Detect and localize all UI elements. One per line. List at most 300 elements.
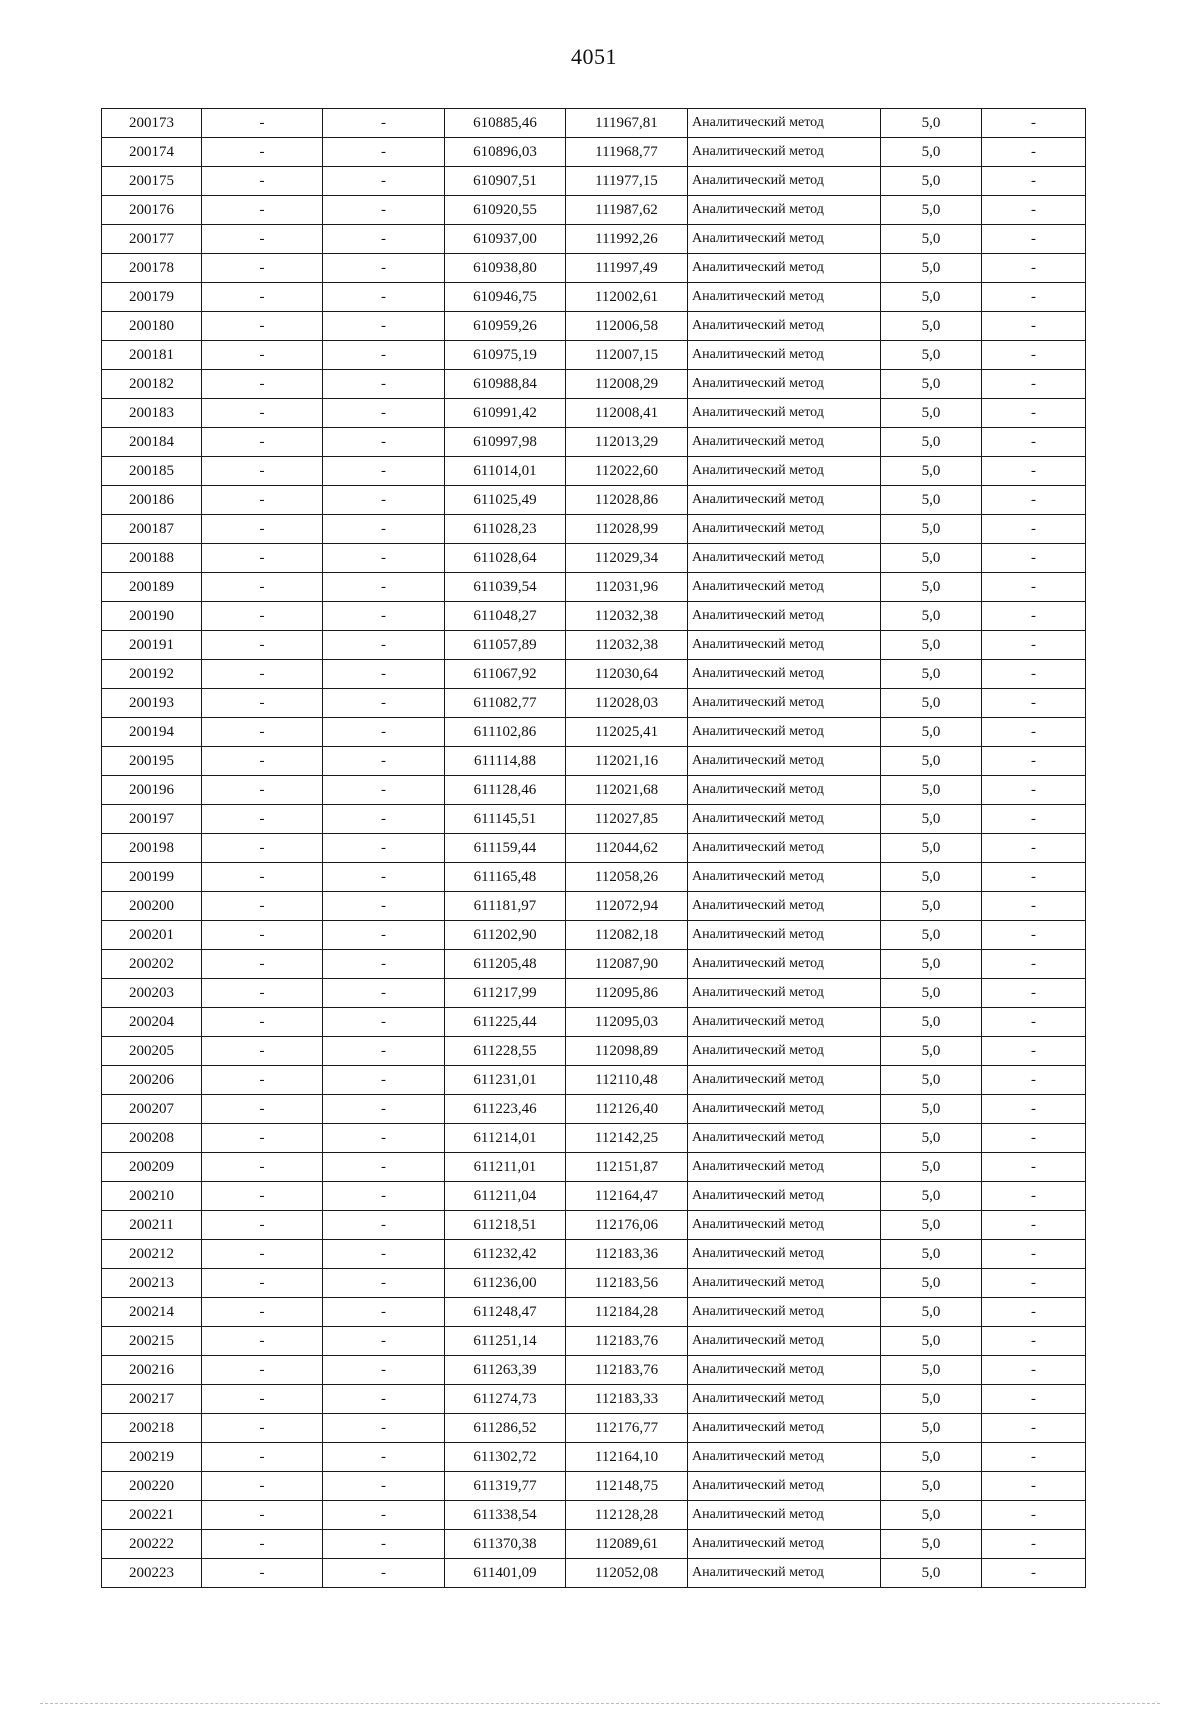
method-cell: Аналитический метод — [688, 1269, 881, 1298]
y-coordinate-cell: 112148,75 — [566, 1472, 688, 1501]
table-row — [102, 1327, 1086, 1356]
description-cell: - — [982, 1008, 1086, 1037]
accuracy-cell: 5,0 — [881, 283, 982, 312]
table-row — [102, 1211, 1086, 1240]
method-cell: Аналитический метод — [688, 573, 881, 602]
x-coordinate-cell: 611232,42 — [445, 1240, 566, 1269]
old-x-cell: - — [202, 1037, 323, 1066]
table-row — [102, 863, 1086, 892]
accuracy-cell: 5,0 — [881, 1356, 982, 1385]
description-cell: - — [982, 1182, 1086, 1211]
description-cell: - — [982, 1414, 1086, 1443]
x-coordinate-cell: 611218,51 — [445, 1211, 566, 1240]
old-y-cell: - — [323, 283, 445, 312]
accuracy-cell: 5,0 — [881, 979, 982, 1008]
table-row — [102, 370, 1086, 399]
description-cell: - — [982, 515, 1086, 544]
table-row — [102, 776, 1086, 805]
old-x-cell: - — [202, 631, 323, 660]
accuracy-cell: 5,0 — [881, 1530, 982, 1559]
accuracy-cell: 5,0 — [881, 689, 982, 718]
point-number-cell: 200185 — [102, 457, 202, 486]
point-number-cell: 200175 — [102, 167, 202, 196]
point-number-cell: 200191 — [102, 631, 202, 660]
description-cell: - — [982, 1066, 1086, 1095]
method-cell: Аналитический метод — [688, 631, 881, 660]
accuracy-cell: 5,0 — [881, 1124, 982, 1153]
x-coordinate-cell: 611145,51 — [445, 805, 566, 834]
old-y-cell: - — [323, 1530, 445, 1559]
y-coordinate-cell: 112087,90 — [566, 950, 688, 979]
method-cell: Аналитический метод — [688, 1530, 881, 1559]
y-coordinate-cell: 112044,62 — [566, 834, 688, 863]
description-cell: - — [982, 1037, 1086, 1066]
table-row — [102, 457, 1086, 486]
table-row — [102, 1240, 1086, 1269]
old-y-cell: - — [323, 1182, 445, 1211]
description-cell: - — [982, 341, 1086, 370]
x-coordinate-cell: 611228,55 — [445, 1037, 566, 1066]
description-cell: - — [982, 428, 1086, 457]
table-row — [102, 660, 1086, 689]
accuracy-cell: 5,0 — [881, 1298, 982, 1327]
accuracy-cell: 5,0 — [881, 602, 982, 631]
table-row — [102, 1153, 1086, 1182]
old-y-cell: - — [323, 1559, 445, 1588]
method-cell: Аналитический метод — [688, 776, 881, 805]
old-y-cell: - — [323, 776, 445, 805]
old-x-cell: - — [202, 1356, 323, 1385]
description-cell: - — [982, 138, 1086, 167]
point-number-cell: 200213 — [102, 1269, 202, 1298]
table-row — [102, 805, 1086, 834]
old-y-cell: - — [323, 544, 445, 573]
accuracy-cell: 5,0 — [881, 457, 982, 486]
x-coordinate-cell: 611236,00 — [445, 1269, 566, 1298]
description-cell: - — [982, 1501, 1086, 1530]
accuracy-cell: 5,0 — [881, 1327, 982, 1356]
point-number-cell: 200189 — [102, 573, 202, 602]
point-number-cell: 200201 — [102, 921, 202, 950]
x-coordinate-cell: 611338,54 — [445, 1501, 566, 1530]
method-cell: Аналитический метод — [688, 167, 881, 196]
old-y-cell: - — [323, 1240, 445, 1269]
table-row — [102, 689, 1086, 718]
point-number-cell: 200180 — [102, 312, 202, 341]
old-x-cell: - — [202, 979, 323, 1008]
old-y-cell: - — [323, 718, 445, 747]
point-number-cell: 200218 — [102, 1414, 202, 1443]
table-body — [102, 109, 1086, 1588]
point-number-cell: 200208 — [102, 1124, 202, 1153]
description-cell: - — [982, 196, 1086, 225]
description-cell: - — [982, 1211, 1086, 1240]
x-coordinate-cell: 611025,49 — [445, 486, 566, 515]
old-y-cell: - — [323, 1298, 445, 1327]
x-coordinate-cell: 611205,48 — [445, 950, 566, 979]
point-number-cell: 200204 — [102, 1008, 202, 1037]
old-x-cell: - — [202, 718, 323, 747]
x-coordinate-cell: 611370,38 — [445, 1530, 566, 1559]
old-x-cell: - — [202, 1559, 323, 1588]
x-coordinate-cell: 611102,86 — [445, 718, 566, 747]
x-coordinate-cell: 611211,01 — [445, 1153, 566, 1182]
method-cell: Аналитический метод — [688, 892, 881, 921]
method-cell: Аналитический метод — [688, 254, 881, 283]
y-coordinate-cell: 112028,99 — [566, 515, 688, 544]
x-coordinate-cell: 611286,52 — [445, 1414, 566, 1443]
point-number-cell: 200215 — [102, 1327, 202, 1356]
old-y-cell: - — [323, 834, 445, 863]
method-cell: Аналитический метод — [688, 457, 881, 486]
description-cell: - — [982, 1472, 1086, 1501]
table-row — [102, 283, 1086, 312]
y-coordinate-cell: 112032,38 — [566, 631, 688, 660]
accuracy-cell: 5,0 — [881, 341, 982, 370]
method-cell: Аналитический метод — [688, 979, 881, 1008]
old-x-cell: - — [202, 399, 323, 428]
table-row — [102, 225, 1086, 254]
y-coordinate-cell: 112089,61 — [566, 1530, 688, 1559]
table-row — [102, 544, 1086, 573]
method-cell: Аналитический метод — [688, 834, 881, 863]
old-y-cell: - — [323, 457, 445, 486]
description-cell: - — [982, 1356, 1086, 1385]
description-cell: - — [982, 573, 1086, 602]
x-coordinate-cell: 610975,19 — [445, 341, 566, 370]
table-row — [102, 1182, 1086, 1211]
table-row — [102, 718, 1086, 747]
accuracy-cell: 5,0 — [881, 805, 982, 834]
table-row — [102, 486, 1086, 515]
description-cell: - — [982, 167, 1086, 196]
method-cell: Аналитический метод — [688, 486, 881, 515]
old-x-cell: - — [202, 1443, 323, 1472]
old-x-cell: - — [202, 747, 323, 776]
x-coordinate-cell: 611165,48 — [445, 863, 566, 892]
y-coordinate-cell: 112098,89 — [566, 1037, 688, 1066]
old-x-cell: - — [202, 689, 323, 718]
description-cell: - — [982, 921, 1086, 950]
old-x-cell: - — [202, 660, 323, 689]
method-cell: Аналитический метод — [688, 196, 881, 225]
y-coordinate-cell: 111967,81 — [566, 109, 688, 138]
old-x-cell: - — [202, 950, 323, 979]
old-x-cell: - — [202, 892, 323, 921]
x-coordinate-cell: 610938,80 — [445, 254, 566, 283]
old-x-cell: - — [202, 109, 323, 138]
x-coordinate-cell: 611217,99 — [445, 979, 566, 1008]
x-coordinate-cell: 611128,46 — [445, 776, 566, 805]
point-number-cell: 200190 — [102, 602, 202, 631]
point-number-cell: 200203 — [102, 979, 202, 1008]
table-row — [102, 167, 1086, 196]
old-y-cell: - — [323, 312, 445, 341]
point-number-cell: 200212 — [102, 1240, 202, 1269]
accuracy-cell: 5,0 — [881, 776, 982, 805]
description-cell: - — [982, 660, 1086, 689]
method-cell: Аналитический метод — [688, 225, 881, 254]
x-coordinate-cell: 611014,01 — [445, 457, 566, 486]
point-number-cell: 200174 — [102, 138, 202, 167]
method-cell: Аналитический метод — [688, 718, 881, 747]
accuracy-cell: 5,0 — [881, 1008, 982, 1037]
y-coordinate-cell: 112007,15 — [566, 341, 688, 370]
accuracy-cell: 5,0 — [881, 196, 982, 225]
y-coordinate-cell: 112072,94 — [566, 892, 688, 921]
old-y-cell: - — [323, 254, 445, 283]
y-coordinate-cell: 112032,38 — [566, 602, 688, 631]
accuracy-cell: 5,0 — [881, 486, 982, 515]
old-y-cell: - — [323, 1356, 445, 1385]
x-coordinate-cell: 610896,03 — [445, 138, 566, 167]
old-x-cell: - — [202, 1298, 323, 1327]
old-y-cell: - — [323, 950, 445, 979]
x-coordinate-cell: 610988,84 — [445, 370, 566, 399]
method-cell: Аналитический метод — [688, 602, 881, 631]
x-coordinate-cell: 611214,01 — [445, 1124, 566, 1153]
y-coordinate-cell: 112022,60 — [566, 457, 688, 486]
table-row — [102, 1414, 1086, 1443]
method-cell: Аналитический метод — [688, 1414, 881, 1443]
old-x-cell: - — [202, 1095, 323, 1124]
y-coordinate-cell: 112052,08 — [566, 1559, 688, 1588]
method-cell: Аналитический метод — [688, 747, 881, 776]
method-cell: Аналитический метод — [688, 660, 881, 689]
y-coordinate-cell: 111977,15 — [566, 167, 688, 196]
method-cell: Аналитический метод — [688, 1385, 881, 1414]
x-coordinate-cell: 611211,04 — [445, 1182, 566, 1211]
y-coordinate-cell: 112027,85 — [566, 805, 688, 834]
point-number-cell: 200200 — [102, 892, 202, 921]
point-number-cell: 200219 — [102, 1443, 202, 1472]
old-y-cell: - — [323, 1095, 445, 1124]
old-x-cell: - — [202, 544, 323, 573]
accuracy-cell: 5,0 — [881, 950, 982, 979]
old-y-cell: - — [323, 602, 445, 631]
method-cell: Аналитический метод — [688, 428, 881, 457]
accuracy-cell: 5,0 — [881, 1240, 982, 1269]
x-coordinate-cell: 610937,00 — [445, 225, 566, 254]
x-coordinate-cell: 611067,92 — [445, 660, 566, 689]
point-number-cell: 200194 — [102, 718, 202, 747]
point-number-cell: 200186 — [102, 486, 202, 515]
description-cell: - — [982, 892, 1086, 921]
x-coordinate-cell: 611401,09 — [445, 1559, 566, 1588]
description-cell: - — [982, 312, 1086, 341]
x-coordinate-cell: 611057,89 — [445, 631, 566, 660]
old-x-cell: - — [202, 776, 323, 805]
x-coordinate-cell: 610959,26 — [445, 312, 566, 341]
x-coordinate-cell: 611181,97 — [445, 892, 566, 921]
method-cell: Аналитический метод — [688, 1443, 881, 1472]
x-coordinate-cell: 610991,42 — [445, 399, 566, 428]
table-row — [102, 573, 1086, 602]
description-cell: - — [982, 1443, 1086, 1472]
old-y-cell: - — [323, 515, 445, 544]
table-row — [102, 1008, 1086, 1037]
old-x-cell: - — [202, 1008, 323, 1037]
method-cell: Аналитический метод — [688, 921, 881, 950]
description-cell: - — [982, 689, 1086, 718]
point-number-cell: 200197 — [102, 805, 202, 834]
accuracy-cell: 5,0 — [881, 428, 982, 457]
accuracy-cell: 5,0 — [881, 892, 982, 921]
x-coordinate-cell: 611114,88 — [445, 747, 566, 776]
accuracy-cell: 5,0 — [881, 312, 982, 341]
accuracy-cell: 5,0 — [881, 573, 982, 602]
table-row — [102, 399, 1086, 428]
accuracy-cell: 5,0 — [881, 1472, 982, 1501]
description-cell: - — [982, 747, 1086, 776]
point-number-cell: 200173 — [102, 109, 202, 138]
x-coordinate-cell: 610885,46 — [445, 109, 566, 138]
accuracy-cell: 5,0 — [881, 370, 982, 399]
old-y-cell: - — [323, 1414, 445, 1443]
accuracy-cell: 5,0 — [881, 515, 982, 544]
x-coordinate-cell: 611202,90 — [445, 921, 566, 950]
old-y-cell: - — [323, 863, 445, 892]
description-cell: - — [982, 1559, 1086, 1588]
description-cell: - — [982, 225, 1086, 254]
method-cell: Аналитический метод — [688, 1211, 881, 1240]
accuracy-cell: 5,0 — [881, 109, 982, 138]
old-x-cell: - — [202, 834, 323, 863]
accuracy-cell: 5,0 — [881, 254, 982, 283]
point-number-cell: 200211 — [102, 1211, 202, 1240]
y-coordinate-cell: 112002,61 — [566, 283, 688, 312]
accuracy-cell: 5,0 — [881, 544, 982, 573]
x-coordinate-cell: 611225,44 — [445, 1008, 566, 1037]
old-y-cell: - — [323, 1385, 445, 1414]
old-x-cell: - — [202, 573, 323, 602]
y-coordinate-cell: 112110,48 — [566, 1066, 688, 1095]
point-number-cell: 200221 — [102, 1501, 202, 1530]
old-x-cell: - — [202, 167, 323, 196]
old-y-cell: - — [323, 109, 445, 138]
accuracy-cell: 5,0 — [881, 138, 982, 167]
accuracy-cell: 5,0 — [881, 1182, 982, 1211]
x-coordinate-cell: 611028,23 — [445, 515, 566, 544]
old-x-cell: - — [202, 1501, 323, 1530]
old-x-cell: - — [202, 457, 323, 486]
description-cell: - — [982, 863, 1086, 892]
y-coordinate-cell: 111992,26 — [566, 225, 688, 254]
accuracy-cell: 5,0 — [881, 1443, 982, 1472]
x-coordinate-cell: 611028,64 — [445, 544, 566, 573]
old-y-cell: - — [323, 1211, 445, 1240]
page-number: 4051 — [571, 44, 617, 69]
method-cell: Аналитический метод — [688, 1356, 881, 1385]
old-x-cell: - — [202, 1240, 323, 1269]
y-coordinate-cell: 112058,26 — [566, 863, 688, 892]
point-number-cell: 200206 — [102, 1066, 202, 1095]
description-cell: - — [982, 805, 1086, 834]
y-coordinate-cell: 112164,10 — [566, 1443, 688, 1472]
table-row — [102, 921, 1086, 950]
y-coordinate-cell: 112095,86 — [566, 979, 688, 1008]
table-row — [102, 254, 1086, 283]
point-number-cell: 200176 — [102, 196, 202, 225]
method-cell: Аналитический метод — [688, 399, 881, 428]
point-number-cell: 200222 — [102, 1530, 202, 1559]
method-cell: Аналитический метод — [688, 805, 881, 834]
table-row — [102, 515, 1086, 544]
old-x-cell: - — [202, 196, 323, 225]
method-cell: Аналитический метод — [688, 1153, 881, 1182]
old-y-cell: - — [323, 370, 445, 399]
y-coordinate-cell: 112031,96 — [566, 573, 688, 602]
x-coordinate-cell: 610920,55 — [445, 196, 566, 225]
coordinates-table — [101, 108, 1086, 1588]
description-cell: - — [982, 486, 1086, 515]
old-x-cell: - — [202, 863, 323, 892]
point-number-cell: 200193 — [102, 689, 202, 718]
description-cell: - — [982, 1327, 1086, 1356]
scan-edge-line — [40, 1703, 1160, 1704]
old-y-cell: - — [323, 921, 445, 950]
y-coordinate-cell: 112128,28 — [566, 1501, 688, 1530]
y-coordinate-cell: 112030,64 — [566, 660, 688, 689]
description-cell: - — [982, 1240, 1086, 1269]
accuracy-cell: 5,0 — [881, 1037, 982, 1066]
description-cell: - — [982, 1385, 1086, 1414]
y-coordinate-cell: 112183,33 — [566, 1385, 688, 1414]
accuracy-cell: 5,0 — [881, 1095, 982, 1124]
description-cell: - — [982, 254, 1086, 283]
old-x-cell: - — [202, 1066, 323, 1095]
y-coordinate-cell: 111987,62 — [566, 196, 688, 225]
method-cell: Аналитический метод — [688, 1124, 881, 1153]
method-cell: Аналитический метод — [688, 341, 881, 370]
table-row — [102, 109, 1086, 138]
description-cell: - — [982, 1153, 1086, 1182]
description-cell: - — [982, 1095, 1086, 1124]
y-coordinate-cell: 112006,58 — [566, 312, 688, 341]
y-coordinate-cell: 112176,06 — [566, 1211, 688, 1240]
table-row — [102, 1066, 1086, 1095]
old-x-cell: - — [202, 283, 323, 312]
y-coordinate-cell: 112008,29 — [566, 370, 688, 399]
old-x-cell: - — [202, 138, 323, 167]
method-cell: Аналитический метод — [688, 1182, 881, 1211]
table-row — [102, 1269, 1086, 1298]
point-number-cell: 200195 — [102, 747, 202, 776]
old-y-cell: - — [323, 1327, 445, 1356]
description-cell: - — [982, 1124, 1086, 1153]
y-coordinate-cell: 112021,16 — [566, 747, 688, 776]
accuracy-cell: 5,0 — [881, 225, 982, 254]
y-coordinate-cell: 112183,76 — [566, 1327, 688, 1356]
accuracy-cell: 5,0 — [881, 1559, 982, 1588]
old-y-cell: - — [323, 225, 445, 254]
accuracy-cell: 5,0 — [881, 1269, 982, 1298]
table-row — [102, 602, 1086, 631]
table-row — [102, 1037, 1086, 1066]
y-coordinate-cell: 112095,03 — [566, 1008, 688, 1037]
old-x-cell: - — [202, 602, 323, 631]
point-number-cell: 200179 — [102, 283, 202, 312]
accuracy-cell: 5,0 — [881, 1385, 982, 1414]
old-y-cell: - — [323, 138, 445, 167]
y-coordinate-cell: 112183,76 — [566, 1356, 688, 1385]
table-row — [102, 1356, 1086, 1385]
point-number-cell: 200223 — [102, 1559, 202, 1588]
old-y-cell: - — [323, 631, 445, 660]
point-number-cell: 200181 — [102, 341, 202, 370]
accuracy-cell: 5,0 — [881, 631, 982, 660]
x-coordinate-cell: 611248,47 — [445, 1298, 566, 1327]
